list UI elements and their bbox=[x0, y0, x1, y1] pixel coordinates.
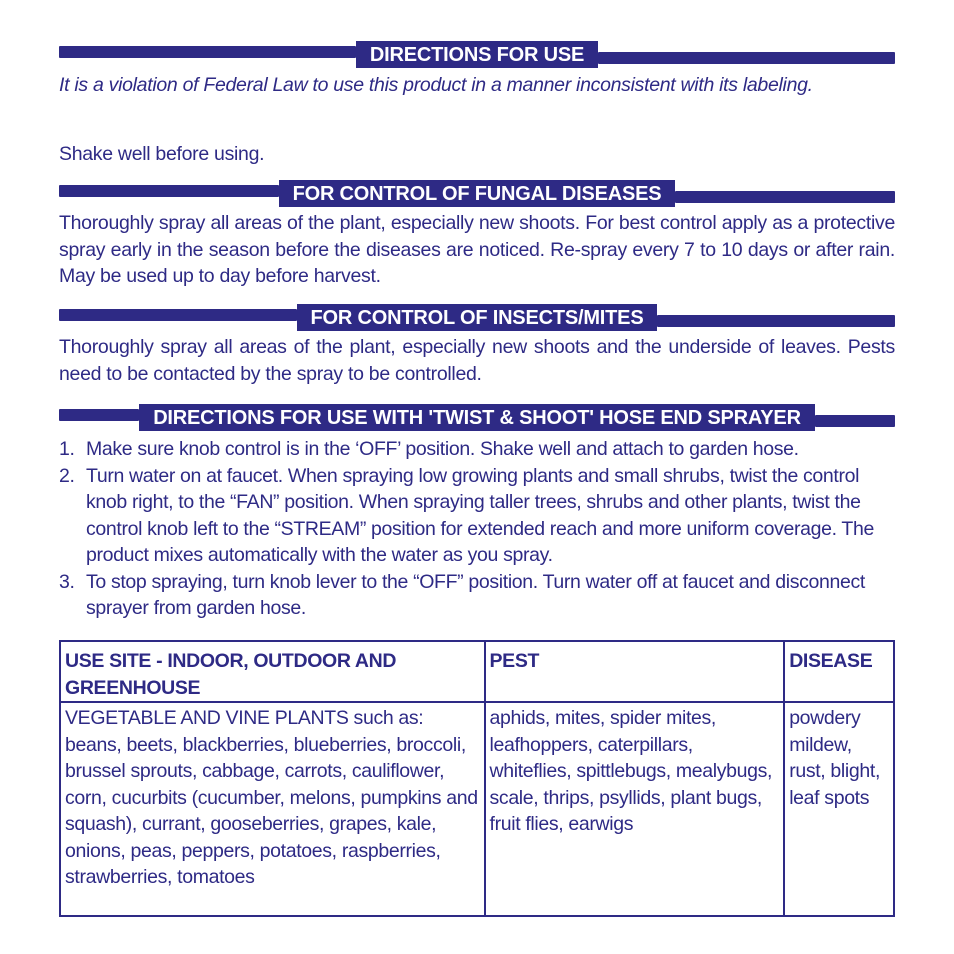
step-text: Make sure knob control is in the ‘OFF’ position. Shake well and attach to garden hose. bbox=[86, 438, 799, 460]
shake-instruction: Shake well before using. bbox=[59, 143, 265, 165]
sprayer-step bbox=[59, 569, 899, 622]
header-title: DIRECTIONS FOR USE WITH 'TWIST & SHOOT' HOSE END SPRAYER bbox=[139, 404, 815, 431]
header-title: FOR CONTROL OF FUNGAL DISEASES bbox=[279, 180, 676, 207]
cell-pest: aphids, mites, spider mites, leafhoppers, caterpillars, whiteflies, spittlebugs, mealybugs, scale, thrips, psyllids, plant bugs, fruit flies, earwigs bbox=[485, 702, 785, 916]
header-rule-right bbox=[675, 191, 895, 203]
federal-law-notice: It is a violation of Federal Law to use this product in a manner inconsistent with its labeling. bbox=[59, 74, 813, 96]
header-pest: PEST bbox=[485, 641, 785, 702]
insects-instructions: Thoroughly spray all areas of the plant, especially new shoots and the underside of leaves. Pests need to be contacted by the spray to be controlled. bbox=[59, 336, 895, 385]
table-header-row bbox=[60, 641, 894, 702]
step-text: Turn water on at faucet. When spraying low growing plants and small shrubs, twist the control knob right, to the “FAN” position. When spraying taller trees, shrubs and other plants, twist the control knob left to the “STREAM” position for extended reach and more uniform coverage. The product mixes automatically with the water as you spray. bbox=[86, 464, 874, 566]
fungal-instructions: Thoroughly spray all areas of the plant, especially new shoots. For best control apply as a protective spray early in the season before the diseases are noticed. Re-spray every 7 to 10 days or after rain. May be used up to day before harvest. bbox=[59, 212, 895, 287]
header-rule-left bbox=[59, 185, 279, 197]
table-row bbox=[60, 702, 894, 916]
header-rule-left bbox=[59, 309, 297, 321]
header-directions-for-use bbox=[59, 41, 895, 68]
header-insects-mites bbox=[59, 304, 895, 331]
sprayer-steps bbox=[59, 436, 899, 622]
step-number: 2. bbox=[59, 464, 75, 487]
header-title: FOR CONTROL OF INSECTS/MITES bbox=[297, 304, 658, 331]
use-site-table bbox=[59, 640, 895, 917]
header-title: DIRECTIONS FOR USE bbox=[356, 41, 598, 68]
header-disease: DISEASE bbox=[784, 641, 894, 702]
header-rule-right bbox=[657, 315, 895, 327]
header-rule-left bbox=[59, 46, 356, 58]
header-use-site: USE SITE - INDOOR, OUTDOOR AND GREENHOUSE bbox=[60, 641, 485, 702]
header-hose-end-sprayer bbox=[59, 404, 895, 431]
header-rule-right bbox=[598, 52, 895, 64]
cell-use-site: VEGETABLE AND VINE PLANTS such as: beans, beets, blackberries, blueberries, broccoli, brussel sprouts, cabbage, carrots, cauliflower, corn, cucurbits (cucumber, melons, pumpkins and squash), currant, gooseberries, grapes, kale, onions, peas, peppers, potatoes, raspberries, strawberries, tomatoes bbox=[60, 702, 485, 916]
header-fungal-diseases bbox=[59, 180, 895, 207]
step-text: To stop spraying, turn knob lever to the “OFF” position. Turn water off at faucet and disconnect sprayer from garden hose. bbox=[86, 570, 865, 619]
header-rule-left bbox=[59, 409, 139, 421]
sprayer-step bbox=[59, 436, 899, 463]
header-rule-right bbox=[815, 415, 895, 427]
step-number: 1. bbox=[59, 438, 75, 460]
sprayer-step bbox=[59, 463, 899, 569]
step-number: 3. bbox=[59, 570, 75, 593]
cell-disease: powdery mildew, rust, blight, leaf spots bbox=[784, 702, 894, 916]
